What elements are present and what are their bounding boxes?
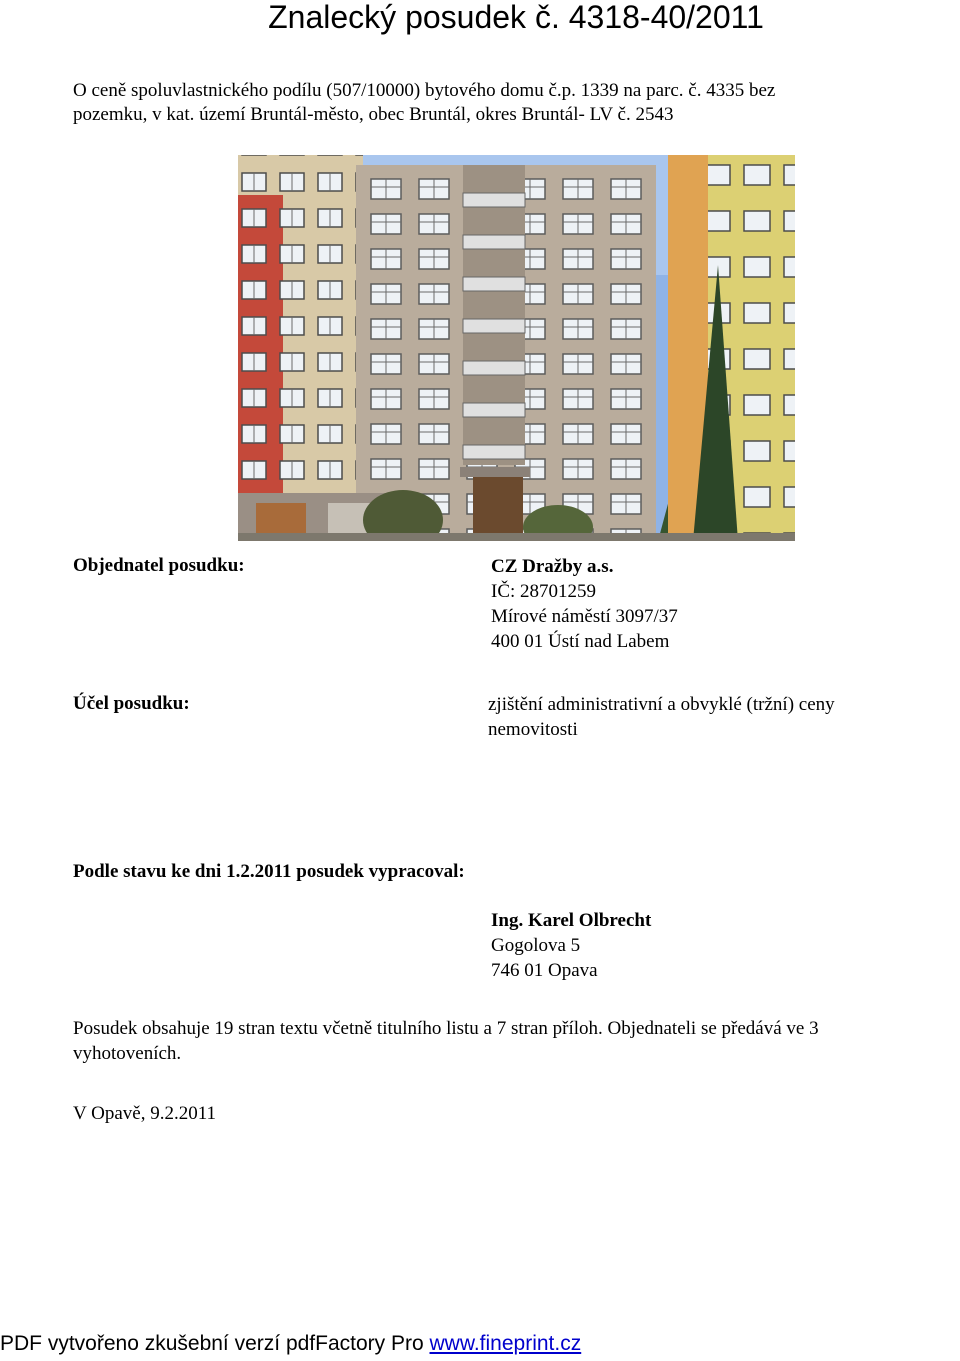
client-details bbox=[491, 554, 678, 654]
client-street: Mírové náměstí 3097/37 bbox=[491, 606, 678, 627]
client-name: CZ Dražby a.s. bbox=[491, 556, 614, 577]
purpose-line-1: zjištění administrativní a obvyklé (tržní) ceny bbox=[488, 694, 835, 715]
contents-paragraph bbox=[73, 1016, 960, 1066]
contents-line-1: Posudek obsahuje 19 stran textu včetně titulního listu a 7 stran příloh. Objednateli se předává ve 3 bbox=[73, 1018, 819, 1039]
purpose-details bbox=[488, 692, 835, 742]
client-ic: IČ: 28701259 bbox=[491, 581, 597, 602]
intro-line-1: O ceně spoluvlastnického podílu (507/10000) bytového domu č.p. 1339 na parc. č. 4335 bez bbox=[73, 80, 776, 101]
building-photo-image bbox=[238, 155, 795, 541]
author-name: Ing. Karel Olbrecht bbox=[491, 910, 652, 931]
purpose-line-2: nemovitosti bbox=[488, 719, 578, 740]
client-label: Objednatel posudku: bbox=[73, 555, 245, 576]
intro-line-2: pozemku, v kat. území Bruntál-město, obec Bruntál, okres Bruntál- LV č. 2543 bbox=[73, 104, 674, 125]
purpose-label: Účel posudku: bbox=[73, 693, 190, 714]
fineprint-link[interactable]: www.fineprint.cz bbox=[429, 1332, 582, 1355]
building-photo bbox=[238, 155, 795, 541]
contents-line-2: vyhotoveních. bbox=[73, 1043, 182, 1064]
author-details bbox=[491, 908, 651, 983]
pdf-footer bbox=[0, 1330, 581, 1358]
pdf-note: PDF vytvořeno zkušební verzí pdfFactory Pro bbox=[0, 1332, 430, 1355]
intro-paragraph bbox=[73, 79, 913, 127]
author-street: Gogolova 5 bbox=[491, 935, 581, 956]
client-city: 400 01 Ústí nad Labem bbox=[491, 631, 670, 652]
document-title: Znalecký posudek č. 4318-40/2011 bbox=[268, 0, 764, 35]
state-label: Podle stavu ke dni 1.2.2011 posudek vypracoval: bbox=[73, 861, 465, 882]
place-date: V Opavě, 9.2.2011 bbox=[73, 1103, 217, 1124]
author-city: 746 01 Opava bbox=[491, 960, 598, 981]
